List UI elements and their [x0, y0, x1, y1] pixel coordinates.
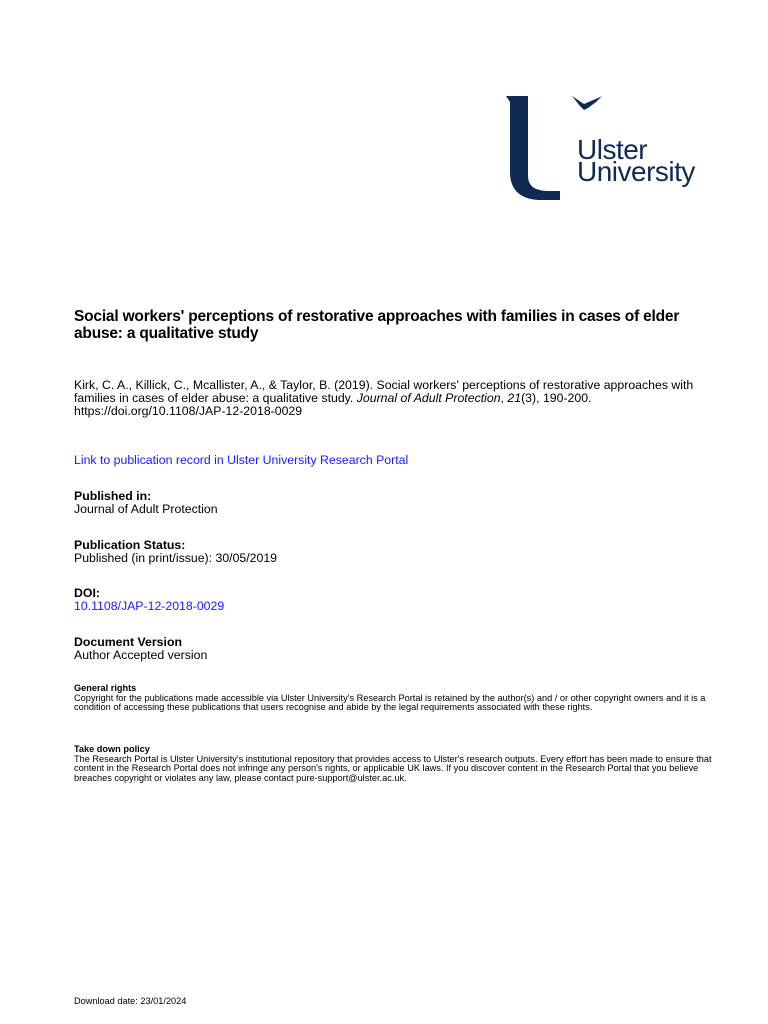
take-down-section [74, 745, 714, 783]
paper-title: Social workers' perceptions of restorative approaches with families in cases of elder abuse: a qualitative study [74, 308, 680, 342]
publication-status-heading: Publication Status: [74, 538, 186, 552]
doi-section [74, 587, 714, 613]
published-in-heading: Published in: [74, 489, 152, 503]
doi-heading: DOI: [74, 586, 100, 600]
take-down-text: The Research Portal is Ulster University's institutional repository that provides access to Ulster's research outputs. Every effort has been made to ensure that content in the Research Portal does not infringe any person's rights, or applicable UK laws. If you discover content in the Research Portal that you believe breaches copyright or violates any law, please contact pure-support@ulster.ac.uk. [74, 753, 712, 783]
publication-status-value: Published (in print/issue): 30/05/2019 [74, 551, 278, 565]
general-rights-heading: General rights [74, 683, 137, 693]
citation-issue-pages: (3), 190-200. [521, 391, 592, 405]
research-portal-link[interactable]: Link to publication record in Ulster University Research Portal [74, 453, 409, 467]
citation-journal: Journal of Adult Protection [356, 391, 501, 405]
general-rights-section [74, 684, 714, 713]
download-date: Download date: 23/01/2024 [74, 996, 187, 1006]
citation-volume: 21 [507, 391, 522, 405]
document-version-heading: Document Version [74, 635, 182, 649]
citation-doi-url: https://doi.org/10.1108/JAP-12-2018-0029 [74, 404, 303, 418]
doi-link[interactable]: 10.1108/JAP-12-2018-0029 [74, 599, 225, 613]
published-in-section [74, 490, 714, 516]
document-version-value: Author Accepted version [74, 648, 208, 662]
take-down-heading: Take down policy [74, 744, 150, 754]
published-in-value: Journal of Adult Protection [74, 502, 218, 516]
citation-authors: Kirk, C. A., Killick, C., Mcallister, A., & Taylor, B. (2019). Social workers' perceptions of restorative approaches with families in cases of elder abuse: a qualitative study. [74, 378, 694, 405]
logo-text-line1: Ulster [577, 134, 648, 165]
logo-text-line2: University [577, 156, 695, 187]
ulster-university-logo [504, 92, 708, 204]
citation [74, 379, 714, 418]
general-rights-text: Copyright for the publications made accessible via Ulster University's Research Portal is retained by the author(s) and / or other copyright owners and it is a condition of accessing these publications that users recognise and abide by the legal requirements associated with these rights. [74, 692, 706, 713]
publication-status-section [74, 539, 714, 565]
document-version-section [74, 636, 714, 662]
citation-sep: , [500, 391, 508, 405]
